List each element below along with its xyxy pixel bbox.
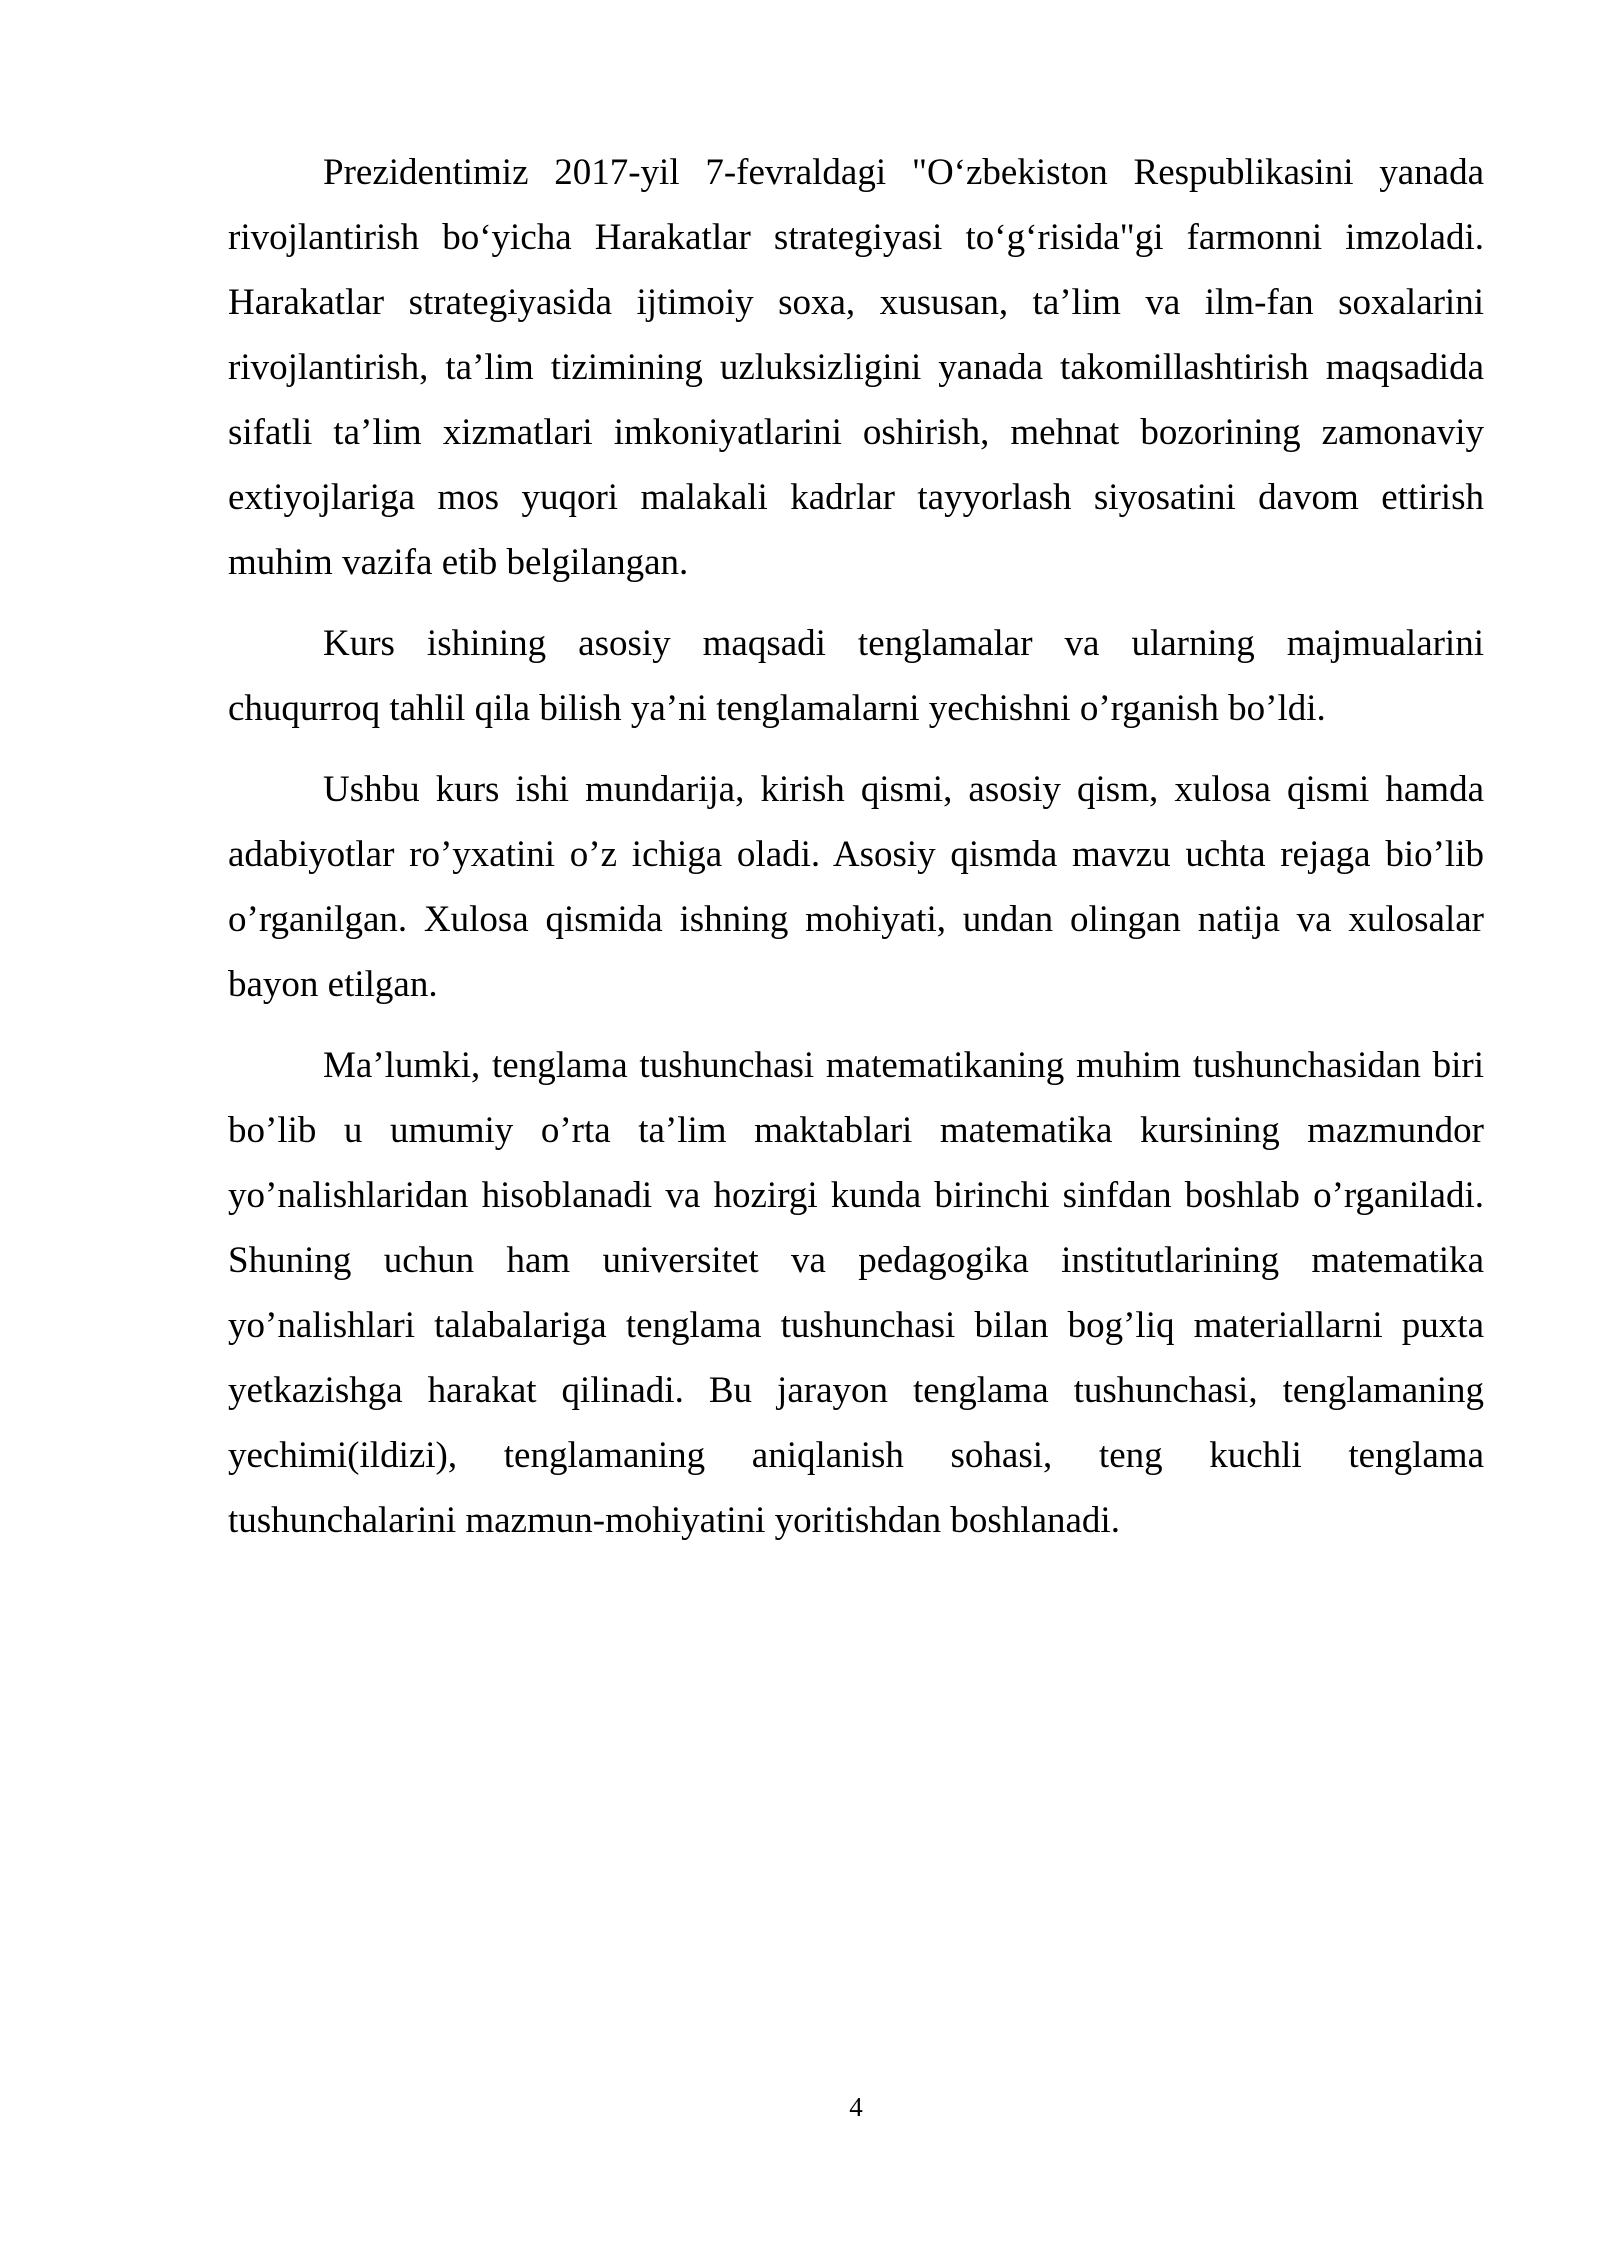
paragraph-line: yechimi(ildizi), tenglamaning aniqlanish sohasi, teng kuchli tenglama <box>228 1435 1484 1476</box>
paragraph-line: Prezidentimiz 2017-yil 7-fevraldagi "Oʻzbekiston Respublikasini yanada <box>323 152 1484 193</box>
paragraph-line: rivojlantirish, ta’lim tizimining uzluksizligini yanada takomillashtirish maqsadida <box>228 347 1484 388</box>
paragraph-line: Ma’lumki, tenglama tushunchasi matematikaning muhim tushunchasidan biri <box>323 1045 1484 1086</box>
paragraph-line: extiyojlariga mos yuqori malakali kadrlar tayyorlash siyosatini davom ettirish <box>228 477 1484 518</box>
paragraph-line: Harakatlar strategiyasida ijtimoiy soxa, xususan, ta’lim va ilm-fan soxalarini <box>228 282 1484 323</box>
paragraph <box>228 611 1484 741</box>
paragraph <box>228 757 1484 1017</box>
paragraph-line: chuqurroq tahlil qila bilish ya’ni tenglamalarni yechishni o’rganish bo’ldi. <box>228 688 1326 729</box>
paragraph-line: yetkazishga harakat qilinadi. Bu jarayon tenglama tushunchasi, tenglamaning <box>228 1370 1484 1411</box>
paragraph <box>228 1033 1484 1553</box>
paragraph-line: Shuning uchun ham universitet va pedagogika institutlarining matematika <box>228 1240 1484 1281</box>
paragraph-line: o’rganilgan. Xulosa qismida ishning mohiyati, undan olingan natija va xulosalar <box>228 899 1484 940</box>
paragraph-line: Ushbu kurs ishi mundarija, kirish qismi, asosiy qism, xulosa qismi hamda <box>323 769 1484 810</box>
paragraph-line: sifatli ta’lim xizmatlari imkoniyatlarini oshirish, mehnat bozorining zamonaviy <box>228 412 1484 453</box>
paragraph-line: muhim vazifa etib belgilangan. <box>228 542 689 583</box>
paragraph-line: adabiyotlar ro’yxatini o’z ichiga oladi. Asosiy qismda mavzu uchta rejaga bio’lib <box>228 834 1484 875</box>
paragraph-line: yo’nalishlari talabalariga tenglama tushunchasi bilan bog’liq materiallarni puxta <box>228 1305 1484 1346</box>
text-block <box>228 140 1484 1553</box>
page-footer <box>228 2092 1484 2123</box>
paragraph-line: bo’lib u umumiy o’rta ta’lim maktablari matematika kursining mazmundor <box>228 1110 1484 1151</box>
paragraph <box>228 140 1484 595</box>
paragraph-line: yo’nalishlaridan hisoblanadi va hozirgi kunda birinchi sinfdan boshlab o’rganiladi. <box>228 1175 1484 1216</box>
paragraph-line: rivojlantirish boʻyicha Harakatlar strategiyasi toʻgʻrisida"gi farmonni imzoladi. <box>228 217 1484 258</box>
paragraph-line: bayon etilgan. <box>228 964 438 1005</box>
paragraph-line: Kurs ishining asosiy maqsadi tenglamalar va ularning majmualarini <box>323 623 1484 664</box>
page-number: 4 <box>849 2092 863 2122</box>
paragraph-line: tushunchalarini mazmun-mohiyatini yoritishdan boshlanadi. <box>228 1500 1120 1541</box>
